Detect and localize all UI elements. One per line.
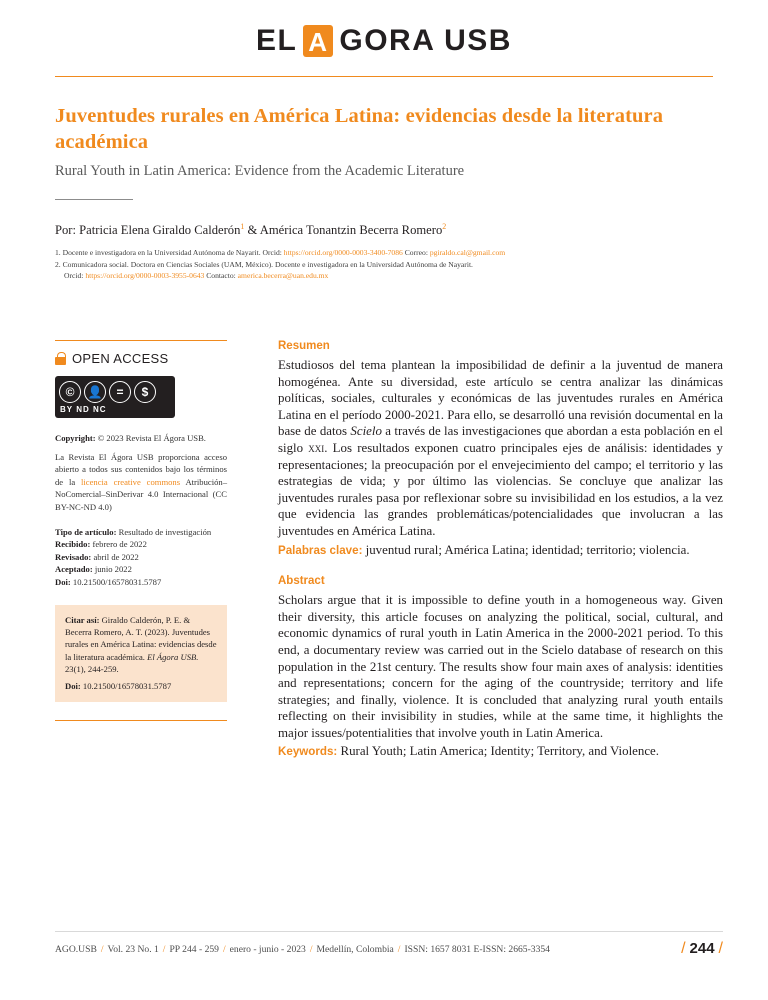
footer-sep-3: / [222,943,226,955]
page-subtitle: Rural Youth in Latin America: Evidence from the Academic Literature [55,163,465,179]
footer-journal: AGO.USB [55,943,97,955]
byline-prefix: Por: [55,223,80,238]
affiliation-1-text: 1. Docente e investigadora en la Universidad Autónoma de Nayarit. Orcid: [55,248,284,258]
meta-accepted-value: junio 2022 [92,564,132,575]
cite-volume: 23(1), 244-259. [65,664,119,675]
cite-doi-value: 10.21500/16578031.5787 [80,680,172,691]
footer-citation-line [55,944,550,955]
journal-logo [0,24,768,58]
byline-join: & [244,223,260,238]
copyright-label: Copyright: [55,433,96,443]
meta-received [55,538,227,551]
how-to-cite-box [55,605,227,702]
resumen-database-name: Scielo [350,424,382,439]
footer-pages: PP 244 - 259 [169,943,219,955]
cc-icon-row [55,381,175,403]
meta-received-label: Recibido: [55,539,91,550]
article-metadata [55,526,227,589]
agora-logo-icon [303,25,333,57]
open-access-label: OPEN ACCESS [72,351,169,366]
meta-revised-value: abril de 2022 [91,551,139,562]
logo-letter: A [308,27,329,57]
cc-nc-icon: $ [134,381,156,403]
cc-label: BY ND NC [60,404,107,414]
license-text-2: Atribución–NoComercial–SinDerivar 4.0 Internacional (CC BY-NC-ND 4.0) [55,476,227,512]
title-divider [55,199,133,200]
open-access-badge [55,351,227,366]
affiliation-2-email-link[interactable]: america.becerra@uan.edu.mx [237,271,329,280]
affiliation-2-orcid-link[interactable]: https://orcid.org/0000-0003-3955-0643 [85,271,205,280]
author-2: América Tonantzin Becerra Romero [259,223,443,238]
title-block [55,103,713,200]
cc-nd-icon: = [109,381,131,403]
keywords-label: Keywords: [278,745,338,759]
page-number-left-slash: / [681,940,686,957]
sidebar-bottom-divider [55,720,227,721]
sidebar-top-divider [55,340,227,341]
footer-city: Medellín, Colombia [316,943,394,955]
license-link[interactable]: licencia creative commons [81,476,181,487]
masthead-divider [55,76,713,77]
resumen-part-2: a través de las investigaciones que abordan a esta población en el siglo [278,424,724,455]
author-2-marker: 2 [442,222,447,231]
resumen-century: xxi [308,440,325,455]
meta-type-value: Resultado de investigación [116,526,212,537]
affiliation-1 [55,247,713,258]
footer-dates: enero - junio - 2023 [229,943,306,955]
meta-type [55,526,227,539]
keywords [278,743,723,761]
affiliation-1-orcid-link[interactable]: https://orcid.org/0000-0003-3400-7086 [283,248,403,258]
affiliation-2-second-line [55,270,713,281]
license-text-1: La Revista El Ágora USB proporciona acceso abierto a todos sus contenidos bajo los términos de la [55,451,227,487]
palabras-clave-value: juventud rural; América Latina; identidad; territorio; violencia. [362,542,690,557]
meta-accepted-label: Aceptado: [55,564,93,575]
meta-revised [55,551,227,564]
footer-sep-5: / [397,943,401,955]
license-text [55,451,227,514]
affiliation-2-orcid-label: Orcid: [64,271,86,280]
byline [55,222,713,238]
cite-journal: El Ágora USB. [147,651,199,662]
meta-received-value: febrero de 2022 [90,539,147,550]
palabras-clave-label: Palabras clave: [278,543,363,557]
affiliation-2-mid: Contacto: [204,271,238,280]
affiliation-2-text: 2. Comunicadora social. Doctora en Ciencias Sociales (UAM, México). Docente e investigadora en la Universidad Autónoma de Nayarit. [55,259,473,269]
meta-doi-value: 10.21500/16578031.5787 [70,576,162,587]
affiliation-1-email-link[interactable]: pgiraldo.cal@gmail.com [429,248,506,258]
resumen-text [278,357,723,540]
page-number-right-slash: / [718,940,723,957]
cite-doi-label: Doi: [65,680,81,691]
page-title: Juventudes rurales en América Latina: evidencias desde la literatura académica [55,105,664,153]
abstract-text: Scholars argue that it is impossible to define youth in a homogeneous way. Given their diversity, this article focuses on analyzing the political, social, cultural, and economic dynamics of rural youth in Latin America in the 2000-2021 period. To this end, a documentary review was carried out in the Scielo database of research on this population in the 21st century. The results show four main axes of analysis: identities and representations; concern for the aging of the countryside; territory and life strategies; and finally, violence. It is concluded that analyzing rural youth entails reflecting on their invisibility in studies, while at the same time, it highlights the major issues/potentialities that involve youth in Latin America. [278,593,723,740]
footer-volume: Vol. 23 No. 1 [107,943,159,955]
footer-sep-1: / [100,943,104,955]
copyright-block [55,432,227,514]
meta-accepted [55,563,227,576]
abstract-section [278,575,723,761]
logo-word-1: EL [256,24,298,57]
resumen-heading: Resumen [278,340,330,352]
sidebar-column [55,340,227,721]
meta-doi [55,576,227,589]
resumen-part-1: Estudiosos del tema plantean la imposibilidad de definir a la juventud de manera homogénea. Ante su diversidad, este artículo se centra analizar las dinámicas políticas, sociales, culturales y económicas de las juventudes rurales en América Latina en el período 2000-2021. Para ello, se desarrolló una revisión documental en la base de datos [278,358,723,439]
keywords-value: Rural Youth; Latin America; Identity; Territory, and Violence. [337,744,659,759]
affiliation-2 [55,259,713,282]
resumen-part-3: . Los resultados exponen cuatro principales ejes de análisis: identidades y representaciones; la preocupación por el envejecimiento del campo; el territorio y las estrategias de vida; y por último las violencias. Se concluye que analizar las juventudes rurales pasa por reflexionar sobre su invisibilidad en los estudios, a la vez que evidencia las grandes problemáticas/potencialidades que involucran a las juventudes en América Latina. [278,440,724,538]
meta-type-label: Tipo de artículo: [55,526,117,537]
cite-doi [65,680,217,692]
copyright-text: © 2023 Revista El Ágora USB. [95,433,206,443]
abstract-heading: Abstract [278,575,325,588]
meta-doi-label: Doi: [55,576,71,587]
logo-word-2: GORA USB [339,24,512,57]
page-number-block [681,940,723,958]
open-lock-icon [55,352,66,365]
footer-divider [55,931,723,932]
masthead [0,0,768,77]
cc-by-icon: 👤 [84,381,106,403]
creative-commons-license-badge[interactable] [55,376,175,418]
abstract-column [278,340,723,761]
affiliations [55,247,713,281]
cite-text: Giraldo Calderón, P. E. & Becerra Romero, A. T. (2023). Juventudes rurales en América Latina: evidencias desde la literatura académica. [65,614,217,662]
affiliation-1-mid: Correo: [402,248,430,258]
page-footer [55,931,723,958]
author-1-marker: 1 [240,222,245,231]
palabras-clave [278,542,723,560]
footer-row [55,940,723,958]
footer-issn: ISSN: 1657 8031 E-ISSN: 2665-3354 [404,943,550,955]
meta-revised-label: Revisado: [55,551,92,562]
author-1: Patricia Elena Giraldo Calderón [79,223,241,238]
cc-icon: © [59,381,81,403]
cite-label: Citar así: [65,614,100,625]
footer-sep-2: / [162,943,166,955]
footer-sep-4: / [309,943,313,955]
page-number: 244 [689,940,715,957]
